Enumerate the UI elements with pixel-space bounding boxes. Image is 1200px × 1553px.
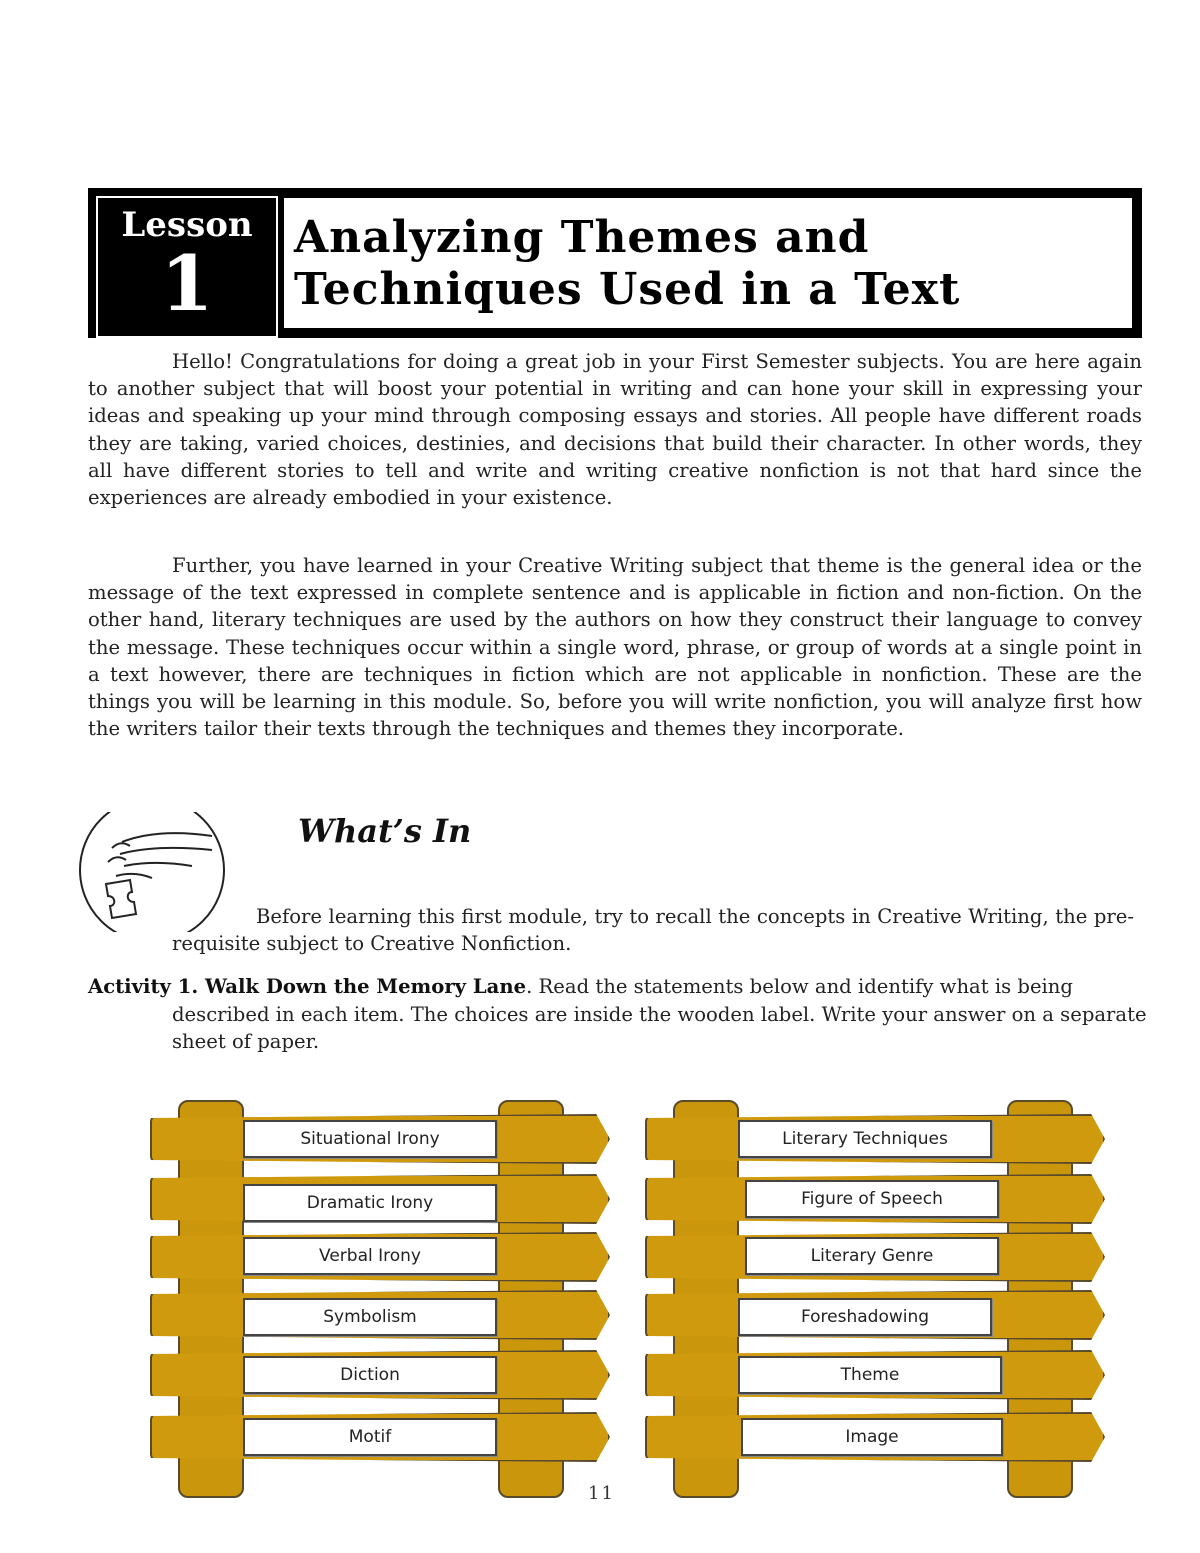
wooden-label-right [645, 1100, 1105, 1500]
intro-paragraph-1: Hello! Congratulations for doing a great job in your First Semester subjects. You are here again to another subject that will boost your potential in writing and can hone your skill in expressing your ideas and speaking up your mind through composing essays and stories. All people have different roads they are taking, varied choices, destinies, and decisions that build their character. In other words, they all have different stories to tell and write and writing creative nonfiction is not that hard since the experiences are already embodied in your existence. [88, 350, 1142, 510]
whats-in-title: What’s In [298, 812, 472, 850]
lesson-word: Lesson [121, 205, 253, 245]
lesson-title-line-2: Techniques Used in a Text [294, 264, 961, 315]
activity-text: . Read the statements below and identify what is being described in each item. The choices are inside the wooden label. Write your answer on a separate sheet of paper. [172, 975, 1147, 1053]
choice-label: Literary Techniques [738, 1120, 992, 1158]
choice-label: Theme [738, 1356, 1002, 1394]
choice-label: Dramatic Irony [243, 1184, 497, 1222]
choice-label: Image [741, 1418, 1003, 1456]
choice-label: Motif [243, 1418, 497, 1456]
choice-label: Situational Irony [243, 1120, 497, 1158]
wooden-label-left [150, 1100, 610, 1500]
activity-instructions [88, 973, 1172, 1056]
lesson-title [294, 212, 1132, 316]
lesson-header [88, 188, 1142, 338]
lesson-number: 1 [160, 239, 214, 328]
lesson-badge [96, 196, 278, 338]
choice-label: Verbal Irony [243, 1237, 497, 1275]
page-number: 11 [588, 1483, 615, 1504]
choice-label: Foreshadowing [738, 1298, 992, 1336]
lesson-title-line-1: Analyzing Themes and [294, 212, 870, 263]
choice-label: Literary Genre [745, 1237, 999, 1275]
whats-in-text: Before learning this first module, try to recall the concepts in Creative Writing, the pre-requisite subject to Creative Nonfiction. [172, 905, 1134, 955]
activity-title: Activity 1. Walk Down the Memory Lane [88, 975, 527, 998]
choice-label: Symbolism [243, 1298, 497, 1336]
choice-label: Diction [243, 1356, 497, 1394]
lesson-title-box [282, 196, 1134, 330]
choice-label: Figure of Speech [745, 1180, 999, 1218]
intro-paragraph-2: Further, you have learned in your Creative Writing subject that theme is the general idea or the message of the text expressed in complete sentence and is applicable in fiction and non-fiction. On the other hand, literary techniques are used by the authors on how they construct their language to convey the message. These techniques occur within a single word, phrase, or group of words at a single point in a text however, there are techniques in fiction which are not applicable in nonfiction. These are the things you will be learning in this module. So, before you will write nonfiction, you will analyze first how the writers tailor their texts through the techniques and themes they incorporate. [88, 554, 1142, 741]
